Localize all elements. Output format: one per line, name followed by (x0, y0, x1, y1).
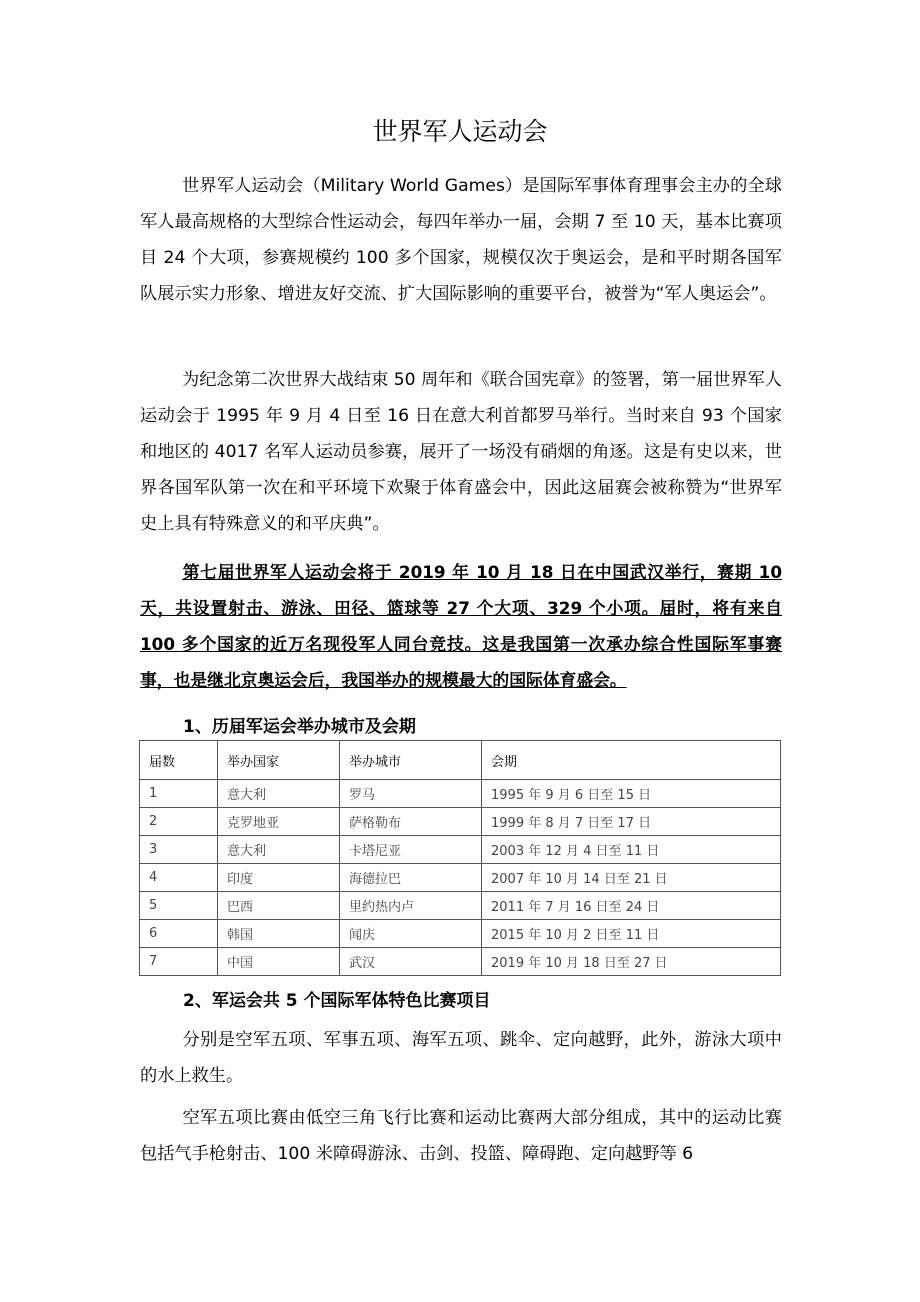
table-row (140, 864, 781, 892)
table-cell: 意大利 (218, 780, 340, 808)
paragraph-events (140, 1022, 782, 1094)
table-cell: 6 (140, 920, 218, 948)
table-cell: 印度 (218, 864, 340, 892)
table-header-row (140, 741, 781, 780)
paragraph-history (140, 362, 782, 542)
table-cell: 2007 年 10 月 14 日至 21 日 (482, 864, 781, 892)
table-row (140, 780, 781, 808)
paragraph-history-text: 为纪念第二次世界大战结束 50 周年和《联合国宪章》的签署，第一届世界军人运动会于 1995 年 9 月 4 日至 16 日在意大利首都罗马举行。当时来自 93 个国家和地区的 4017 名军人运动员参赛，展开了一场没有硝烟的角逐。这是有史以来，世界各国军队第一次在和平环境下欢聚于体育盛会中，因此这届赛会被称赞为“世界军史上具有特殊意义的和平庆典”。 (140, 370, 782, 534)
paragraph-air-pentathlon-text: 空军五项比赛由低空三角飞行比赛和运动比赛两大部分组成，其中的运动比赛包括气手枪射击、100 米障碍游泳、击剑、投篮、障碍跑、定向越野等 6 (140, 1108, 782, 1164)
table-cell: 里约热内卢 (340, 892, 482, 920)
games-table (139, 740, 781, 976)
document-title: 世界军人运动会 (372, 117, 548, 146)
table-cell: 罗马 (340, 780, 482, 808)
table-cell: 3 (140, 836, 218, 864)
table-row (140, 920, 781, 948)
table-cell: 韩国 (218, 920, 340, 948)
table-header-cell: 会期 (482, 741, 781, 780)
paragraph-seventh-games (140, 554, 782, 698)
table-cell: 2019 年 10 月 18 日至 27 日 (482, 948, 781, 976)
table-header-cell: 届数 (140, 741, 218, 780)
table-cell: 1999 年 8 月 7 日至 17 日 (482, 808, 781, 836)
table-cell: 克罗地亚 (218, 808, 340, 836)
table-row (140, 948, 781, 976)
section2-heading: 2、军运会共 5 个国际军体特色比赛项目 (183, 991, 491, 1011)
table-row (140, 808, 781, 836)
table-cell: 2 (140, 808, 218, 836)
table-cell: 武汉 (340, 948, 482, 976)
table-row (140, 836, 781, 864)
table-cell: 萨格勒布 (340, 808, 482, 836)
table-cell: 2015 年 10 月 2 日至 11 日 (482, 920, 781, 948)
table-row (140, 892, 781, 920)
table-header-cell: 举办城市 (340, 741, 482, 780)
table-cell: 意大利 (218, 836, 340, 864)
table-cell: 2011 年 7 月 16 日至 24 日 (482, 892, 781, 920)
table-header-cell: 举办国家 (218, 741, 340, 780)
table-cell: 闻庆 (340, 920, 482, 948)
table-cell: 巴西 (218, 892, 340, 920)
section1-heading: 1、历届军运会举办城市及会期 (183, 717, 416, 737)
paragraph-intro (140, 168, 782, 312)
paragraph-seventh-games-text: 第七届世界军人运动会将于 2019 年 10 月 18 日在中国武汉举行，赛期 10 天，共设置射击、游泳、田径、篮球等 27 个大项、329 个小项。届时，将有来自 100 多个国家的近万名现役军人同台竞技。这是我国第一次承办综合性国际军事赛事，也是继北京奥运会后，我国举办的规模最大的国际体育盛会。 (140, 562, 782, 690)
table-cell: 2003 年 12 月 4 日至 11 日 (482, 836, 781, 864)
paragraph-events-text: 分别是空军五项、军事五项、海军五项、跳伞、定向越野，此外，游泳大项中的水上救生。 (140, 1030, 782, 1086)
table-cell: 1 (140, 780, 218, 808)
table-cell: 中国 (218, 948, 340, 976)
paragraph-intro-text: 世界军人运动会（Military World Games）是国际军事体育理事会主办的全球军人最高规格的大型综合性运动会，每四年举办一届，会期 7 至 10 天，基本比赛项目 24 个大项，参赛规模约 100 多个国家，规模仅次于奥运会，是和平时期各国军队展示实力形象、增进友好交流、扩大国际影响的重要平台，被誉为“军人奥运会”。 (140, 176, 782, 304)
table-cell: 卡塔尼亚 (340, 836, 482, 864)
table-cell: 海德拉巴 (340, 864, 482, 892)
table-cell: 7 (140, 948, 218, 976)
table-cell: 5 (140, 892, 218, 920)
paragraph-air-pentathlon (140, 1100, 782, 1172)
table-cell: 1995 年 9 月 6 日至 15 日 (482, 780, 781, 808)
table-cell: 4 (140, 864, 218, 892)
